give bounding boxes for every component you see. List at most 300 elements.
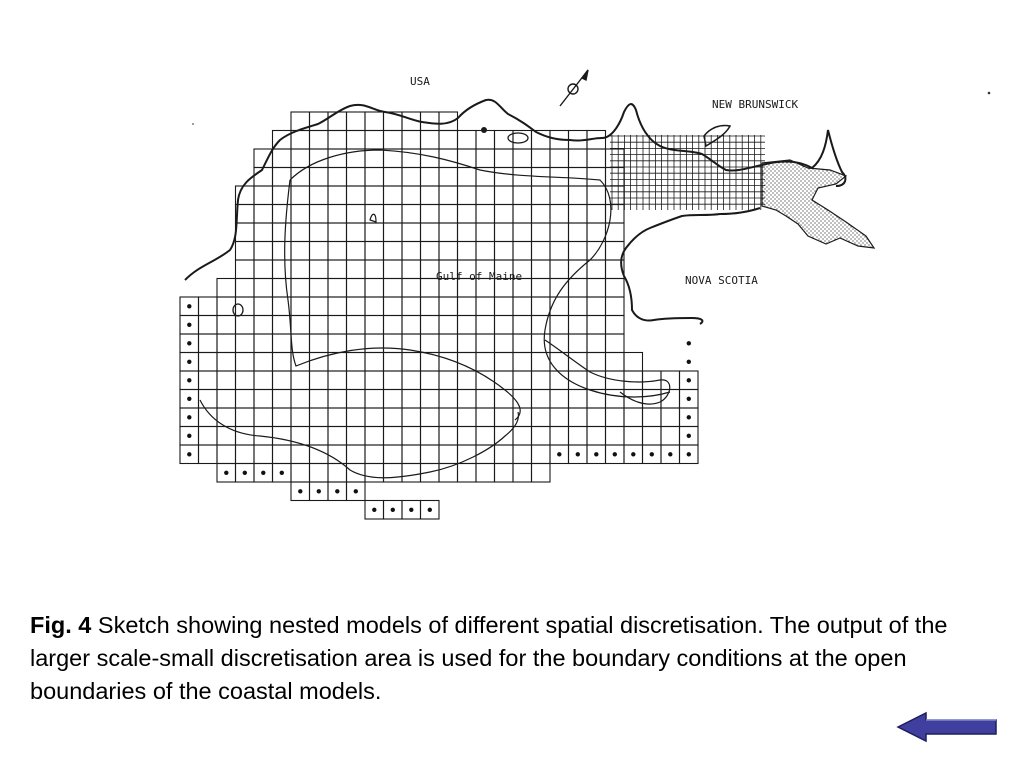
grid-cell bbox=[236, 408, 255, 427]
grid-cell bbox=[402, 223, 421, 242]
grid-cell bbox=[587, 316, 606, 335]
grid-cell bbox=[217, 371, 236, 390]
grid-cell bbox=[384, 334, 403, 353]
grid-cell bbox=[328, 353, 347, 372]
grid-cell bbox=[569, 149, 588, 168]
grid-cell bbox=[476, 168, 495, 187]
grid-cell bbox=[661, 408, 680, 427]
grid-cell bbox=[199, 390, 218, 409]
grid-cell bbox=[513, 223, 532, 242]
grid-cell bbox=[587, 353, 606, 372]
grid-cell bbox=[291, 297, 310, 316]
grid-cell bbox=[365, 279, 384, 298]
grid-cell bbox=[569, 242, 588, 261]
grid-cell bbox=[421, 427, 440, 446]
grid-cell bbox=[495, 316, 514, 335]
grid-cell bbox=[328, 316, 347, 335]
grid-cell bbox=[254, 334, 273, 353]
left-arrow-icon[interactable] bbox=[896, 710, 1000, 744]
grid-cell bbox=[550, 223, 569, 242]
boundary-node-dot bbox=[187, 378, 191, 382]
grid-cell bbox=[606, 427, 625, 446]
grid-cell bbox=[347, 260, 366, 279]
grid-cell bbox=[495, 186, 514, 205]
grid-cell bbox=[236, 427, 255, 446]
grid-cell bbox=[458, 223, 477, 242]
grid-cell bbox=[532, 408, 551, 427]
grid-cell bbox=[328, 371, 347, 390]
boundary-node-dot bbox=[187, 341, 191, 345]
grid-cell bbox=[217, 279, 236, 298]
grid-cell bbox=[550, 260, 569, 279]
nova-scotia-coast bbox=[621, 208, 760, 324]
grid-cell bbox=[273, 445, 292, 464]
grid-cell bbox=[661, 427, 680, 446]
grid-cell bbox=[254, 186, 273, 205]
grid-cell bbox=[273, 390, 292, 409]
grid-cell bbox=[384, 408, 403, 427]
grid-cell bbox=[402, 297, 421, 316]
grid-cell bbox=[365, 316, 384, 335]
grid-cell bbox=[402, 390, 421, 409]
grid-cell bbox=[569, 168, 588, 187]
grid-cell bbox=[458, 445, 477, 464]
grid-cell bbox=[439, 242, 458, 261]
speck bbox=[988, 92, 991, 95]
grid-cell bbox=[532, 445, 551, 464]
grid-cell bbox=[310, 186, 329, 205]
grid-cell bbox=[291, 242, 310, 261]
grid-cell bbox=[532, 390, 551, 409]
grid-cell bbox=[439, 390, 458, 409]
grid-cell bbox=[624, 353, 643, 372]
boundary-node-dot bbox=[631, 452, 635, 456]
boundary-node-dot bbox=[687, 415, 691, 419]
grid-cell bbox=[273, 316, 292, 335]
grid-cell bbox=[310, 223, 329, 242]
grid-cell bbox=[569, 371, 588, 390]
grid-cell bbox=[310, 242, 329, 261]
grid-cell bbox=[365, 168, 384, 187]
grid-cell bbox=[495, 371, 514, 390]
grid-cell bbox=[606, 168, 625, 187]
grid-cell bbox=[421, 334, 440, 353]
grid-cell bbox=[310, 279, 329, 298]
grid-cell bbox=[328, 131, 347, 150]
grid-cell bbox=[587, 427, 606, 446]
island-mark bbox=[481, 127, 487, 133]
grid-cell bbox=[587, 205, 606, 224]
grid-cell bbox=[254, 408, 273, 427]
grid-cell bbox=[310, 260, 329, 279]
grid-cell bbox=[458, 353, 477, 372]
grid-cell bbox=[347, 353, 366, 372]
grid-cell bbox=[569, 205, 588, 224]
grid-cell bbox=[365, 297, 384, 316]
grid-cell bbox=[569, 427, 588, 446]
grid-cell bbox=[439, 371, 458, 390]
boundary-node-dot bbox=[261, 471, 265, 475]
grid-cell bbox=[550, 408, 569, 427]
grid-cell bbox=[365, 242, 384, 261]
grid-cell bbox=[532, 334, 551, 353]
grid-cell bbox=[439, 316, 458, 335]
grid-cell bbox=[328, 112, 347, 131]
grid-cell bbox=[236, 445, 255, 464]
grid-cell bbox=[643, 390, 662, 409]
grid-cell bbox=[569, 186, 588, 205]
grid-cell bbox=[458, 408, 477, 427]
grid-cell bbox=[217, 445, 236, 464]
boundary-node-dot bbox=[187, 323, 191, 327]
grid-cell bbox=[550, 242, 569, 261]
grid-cell bbox=[328, 408, 347, 427]
grid-cell bbox=[254, 390, 273, 409]
grid-cell bbox=[199, 445, 218, 464]
grid-cell bbox=[550, 149, 569, 168]
boundary-node-dot bbox=[576, 452, 580, 456]
grid-cell bbox=[532, 186, 551, 205]
grid-cell bbox=[476, 223, 495, 242]
boundary-node-dot bbox=[187, 434, 191, 438]
grid-cell bbox=[310, 427, 329, 446]
grid-cell bbox=[254, 205, 273, 224]
grid-cell bbox=[402, 371, 421, 390]
grid-cell bbox=[347, 427, 366, 446]
grid-cell bbox=[532, 279, 551, 298]
coastline bbox=[185, 100, 845, 280]
grid-cell bbox=[365, 223, 384, 242]
grid-cell bbox=[347, 186, 366, 205]
grid-cell bbox=[421, 316, 440, 335]
figure-caption bbox=[30, 609, 990, 708]
grid-cell bbox=[254, 353, 273, 372]
grid-cell bbox=[550, 297, 569, 316]
boundary-node-dot bbox=[187, 360, 191, 364]
grid-cell bbox=[291, 205, 310, 224]
grid-cell bbox=[439, 131, 458, 150]
grid-cell bbox=[236, 297, 255, 316]
grid-cell bbox=[384, 371, 403, 390]
grid-cell bbox=[236, 316, 255, 335]
grid-cell bbox=[569, 260, 588, 279]
grid-cell bbox=[254, 316, 273, 335]
grid-cell bbox=[421, 131, 440, 150]
grid-cell bbox=[291, 260, 310, 279]
grid-cell bbox=[254, 149, 273, 168]
grid-cell bbox=[328, 242, 347, 261]
grid-cell bbox=[421, 445, 440, 464]
boundary-node-dot bbox=[391, 508, 395, 512]
grid-cell bbox=[476, 464, 495, 483]
grid-cell bbox=[458, 168, 477, 187]
boundary-node-dot bbox=[298, 489, 302, 493]
grid-cell bbox=[587, 149, 606, 168]
grid-cell bbox=[254, 279, 273, 298]
grid-cell bbox=[421, 205, 440, 224]
grid-cell bbox=[199, 297, 218, 316]
grid-cell bbox=[569, 408, 588, 427]
grid-cell bbox=[217, 297, 236, 316]
grid-cell bbox=[569, 390, 588, 409]
grid-cell bbox=[236, 353, 255, 372]
grid-cell bbox=[310, 316, 329, 335]
island-outline bbox=[508, 133, 528, 143]
grid-cell bbox=[347, 390, 366, 409]
grid-cell bbox=[476, 334, 495, 353]
grid-cell bbox=[532, 297, 551, 316]
grid-cell bbox=[254, 223, 273, 242]
boundary-node-dot bbox=[668, 452, 672, 456]
grid-cell bbox=[624, 390, 643, 409]
grid-cell bbox=[402, 445, 421, 464]
grid-cell bbox=[291, 316, 310, 335]
grid-cell bbox=[328, 297, 347, 316]
georges-bank-contour bbox=[200, 400, 518, 478]
grid-cell bbox=[365, 371, 384, 390]
grid-cell bbox=[476, 390, 495, 409]
boundary-node-dot bbox=[317, 489, 321, 493]
grid-cell bbox=[550, 279, 569, 298]
grid-cell bbox=[402, 464, 421, 483]
grid-cell bbox=[458, 427, 477, 446]
boundary-node-dot bbox=[687, 434, 691, 438]
island-outline bbox=[233, 304, 243, 316]
grid-cell bbox=[328, 427, 347, 446]
grid-cell bbox=[254, 297, 273, 316]
boundary-node-dot bbox=[409, 508, 413, 512]
speck bbox=[192, 123, 194, 125]
grid-cell bbox=[236, 371, 255, 390]
grid-cell bbox=[569, 334, 588, 353]
grid-cell bbox=[291, 390, 310, 409]
label-gulf-of-maine: Gulf of Maine bbox=[436, 270, 523, 283]
grid-cell bbox=[236, 334, 255, 353]
grid-cell bbox=[458, 205, 477, 224]
grid-cell bbox=[291, 371, 310, 390]
grid-cell bbox=[291, 223, 310, 242]
grid-cell bbox=[513, 464, 532, 483]
boundary-node-dot bbox=[650, 452, 654, 456]
grid-cell bbox=[254, 260, 273, 279]
north-arrow-icon bbox=[560, 70, 588, 106]
grid-cell bbox=[273, 353, 292, 372]
grid-cell bbox=[347, 408, 366, 427]
grid-cell bbox=[532, 205, 551, 224]
grid-cell bbox=[421, 390, 440, 409]
grid-cell bbox=[421, 149, 440, 168]
grid-cell bbox=[550, 427, 569, 446]
grid-cell bbox=[384, 427, 403, 446]
boundary-node-dot bbox=[687, 378, 691, 382]
boundary-node-dot bbox=[280, 471, 284, 475]
grid-cell bbox=[328, 149, 347, 168]
grid-cell bbox=[495, 149, 514, 168]
grid-cell bbox=[532, 149, 551, 168]
grid-cell bbox=[476, 149, 495, 168]
grid-cell bbox=[402, 316, 421, 335]
grid-cell bbox=[347, 297, 366, 316]
grid-cell bbox=[273, 223, 292, 242]
boundary-node-dot bbox=[187, 452, 191, 456]
grid-cell bbox=[458, 464, 477, 483]
boundary-node-dot bbox=[557, 452, 561, 456]
grid-cell bbox=[273, 260, 292, 279]
grid-cell bbox=[495, 408, 514, 427]
grid-cell bbox=[587, 260, 606, 279]
grid-cell bbox=[513, 427, 532, 446]
grid-cell bbox=[347, 112, 366, 131]
grid-cell bbox=[291, 464, 310, 483]
boundary-node-dot bbox=[613, 452, 617, 456]
grid-cell bbox=[458, 334, 477, 353]
grid-cell bbox=[476, 353, 495, 372]
grid-cell bbox=[513, 205, 532, 224]
grid-cell bbox=[458, 297, 477, 316]
grid-cell bbox=[402, 279, 421, 298]
grid-cell bbox=[550, 205, 569, 224]
grid-cell bbox=[606, 205, 625, 224]
grid-cell bbox=[365, 427, 384, 446]
grid-cell bbox=[384, 390, 403, 409]
grid-cell bbox=[624, 408, 643, 427]
grid-cell bbox=[310, 390, 329, 409]
grid-cell bbox=[495, 297, 514, 316]
grid-cell bbox=[439, 445, 458, 464]
grid-cell bbox=[439, 297, 458, 316]
grid-cell bbox=[495, 353, 514, 372]
grid-cell bbox=[513, 186, 532, 205]
grid-cell bbox=[328, 168, 347, 187]
grid-cell bbox=[643, 427, 662, 446]
grid-cell bbox=[199, 334, 218, 353]
boundary-node-dot bbox=[335, 489, 339, 493]
grid-cell bbox=[476, 242, 495, 261]
grid-cell bbox=[328, 223, 347, 242]
grid-cell bbox=[365, 112, 384, 131]
grid-cell bbox=[273, 205, 292, 224]
grid-cell bbox=[384, 223, 403, 242]
boundary-node-dot bbox=[187, 415, 191, 419]
grid-cell bbox=[347, 316, 366, 335]
grid-cell bbox=[458, 242, 477, 261]
boundary-node-dot bbox=[687, 397, 691, 401]
grid-cell bbox=[421, 297, 440, 316]
grid-cell bbox=[384, 260, 403, 279]
grid-cell bbox=[476, 205, 495, 224]
finest-nested-model-area bbox=[762, 160, 874, 248]
grid-cell bbox=[458, 371, 477, 390]
grid-cell bbox=[476, 316, 495, 335]
boundary-node-dot bbox=[187, 397, 191, 401]
grid-cell bbox=[310, 371, 329, 390]
grid-cell bbox=[291, 408, 310, 427]
grid-cell bbox=[328, 464, 347, 483]
grid-cell bbox=[310, 408, 329, 427]
grid-cell bbox=[513, 168, 532, 187]
grid-cell bbox=[439, 223, 458, 242]
boundary-node-dot bbox=[428, 508, 432, 512]
grid-cell bbox=[513, 445, 532, 464]
grid-cell bbox=[495, 445, 514, 464]
grid-cell bbox=[199, 316, 218, 335]
grid-cell bbox=[384, 205, 403, 224]
grid-cell bbox=[624, 427, 643, 446]
grid-cell bbox=[513, 242, 532, 261]
grid-cell bbox=[365, 205, 384, 224]
grid-cell bbox=[365, 334, 384, 353]
grid-cell bbox=[458, 149, 477, 168]
grid-cell bbox=[384, 445, 403, 464]
grid-cell bbox=[310, 168, 329, 187]
grid-cell bbox=[439, 427, 458, 446]
grid-cell bbox=[291, 279, 310, 298]
grid-cell bbox=[402, 408, 421, 427]
grid-cell bbox=[365, 353, 384, 372]
grid-cell bbox=[495, 168, 514, 187]
grid-cell bbox=[532, 260, 551, 279]
grid-cell bbox=[365, 149, 384, 168]
grid-cell bbox=[328, 205, 347, 224]
grid-cell bbox=[476, 427, 495, 446]
grid-cell bbox=[421, 371, 440, 390]
boundary-node-dot bbox=[224, 471, 228, 475]
grid-cell bbox=[291, 445, 310, 464]
grid-cell bbox=[439, 168, 458, 187]
grid-cell bbox=[384, 353, 403, 372]
grid-cell bbox=[532, 427, 551, 446]
grid-cell bbox=[606, 297, 625, 316]
grid-cell bbox=[291, 149, 310, 168]
grid-cell bbox=[513, 371, 532, 390]
grid-cell bbox=[236, 390, 255, 409]
grid-cell bbox=[513, 390, 532, 409]
grid-cell bbox=[347, 279, 366, 298]
grid-cell bbox=[217, 316, 236, 335]
grid-cell bbox=[291, 334, 310, 353]
grid-cell bbox=[587, 297, 606, 316]
grid-cell bbox=[365, 408, 384, 427]
grid-cell bbox=[495, 464, 514, 483]
grid-cell bbox=[384, 279, 403, 298]
grid-cell bbox=[365, 390, 384, 409]
grid-cell bbox=[217, 334, 236, 353]
grid-cell bbox=[273, 279, 292, 298]
grid-cell bbox=[495, 131, 514, 150]
grid-cell bbox=[421, 223, 440, 242]
grid-cell bbox=[513, 353, 532, 372]
label-nova-scotia: NOVA SCOTIA bbox=[685, 274, 758, 287]
grid-cell bbox=[606, 149, 625, 168]
grid-cell bbox=[513, 316, 532, 335]
grid-cell bbox=[347, 242, 366, 261]
grid-cell bbox=[587, 223, 606, 242]
grid-cell bbox=[402, 131, 421, 150]
grid-cell bbox=[513, 149, 532, 168]
grid-cell bbox=[328, 279, 347, 298]
grid-cell bbox=[384, 242, 403, 261]
grid-cell bbox=[476, 131, 495, 150]
grid-cell bbox=[310, 205, 329, 224]
grid-cell bbox=[439, 186, 458, 205]
grid-cell bbox=[365, 464, 384, 483]
grid-cell bbox=[217, 427, 236, 446]
grid-cell bbox=[532, 223, 551, 242]
grid-cell bbox=[421, 186, 440, 205]
grid-cell bbox=[384, 297, 403, 316]
grid-cell bbox=[273, 168, 292, 187]
grid-cell bbox=[421, 408, 440, 427]
